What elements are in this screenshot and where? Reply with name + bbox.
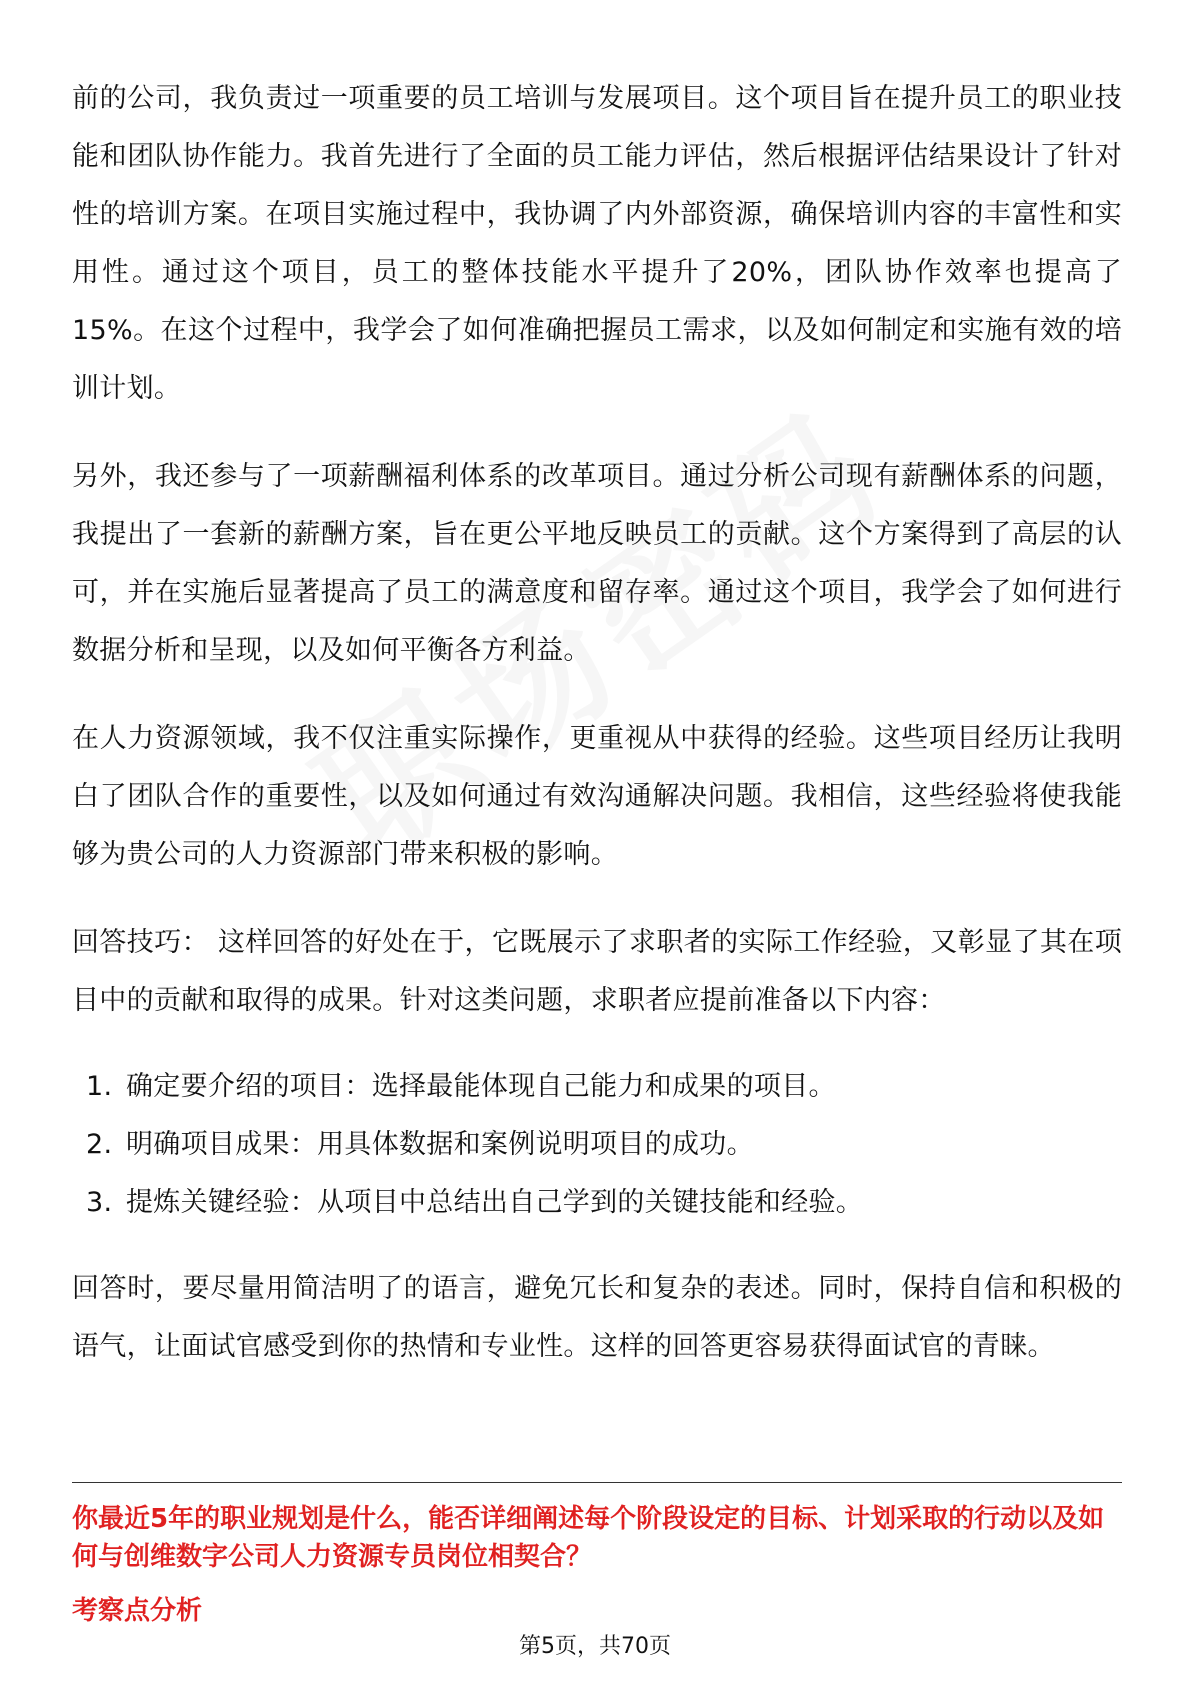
paragraph-answer-tips: 回答技巧： 这样回答的好处在于，它既展示了求职者的实际工作经验，又彰显了其在项目中的贡献和取得的成果。针对这类问题，求职者应提前准备以下内容：: [72, 927, 1122, 1016]
list-item-number: 3.: [86, 1187, 113, 1218]
section-divider: [72, 1482, 1122, 1483]
list-item-number: 1.: [86, 1071, 113, 1102]
body-content: [72, 70, 1122, 1376]
tips-list: [72, 1058, 1122, 1232]
paragraph-training-project: 前的公司，我负责过一项重要的员工培训与发展项目。这个项目旨在提升员工的职业技能和团队协作能力。我首先进行了全面的员工能力评估，然后根据评估结果设计了针对性的培训方案。在项目实施过程中，我协调了内外部资源，确保培训内容的丰富性和实用性。通过这个项目，员工的整体技能水平提升了20%，团队协作效率也提高了15%。在这个过程中，我学会了如何准确把握员工需求，以及如何制定和实施有效的培训计划。: [72, 83, 1122, 404]
page-number: 第5页，共70页: [519, 1634, 671, 1659]
list-item: [72, 1058, 1122, 1116]
list-item-text: 确定要介绍的项目：选择最能体现自己能力和成果的项目。: [126, 1071, 836, 1102]
list-item-number: 2.: [86, 1129, 113, 1160]
question-heading: 你最近5年的职业规划是什么，能否详细阐述每个阶段设定的目标、计划采取的行动以及如何与创维数字公司人力资源专员岗位相契合？: [72, 1504, 1105, 1572]
paragraph-answer-advice: 回答时，要尽量用简洁明了的语言，避免冗长和复杂的表述。同时，保持自信和积极的语气，让面试官感受到你的热情和专业性。这样的回答更容易获得面试官的青睐。: [72, 1273, 1122, 1362]
analysis-heading: 考察点分析: [72, 1596, 203, 1626]
list-item: [72, 1174, 1122, 1232]
paragraph-hr-experience: 在人力资源领域，我不仅注重实际操作，更重视从中获得的经验。这些项目经历让我明白了团队合作的重要性，以及如何通过有效沟通解决问题。我相信，这些经验将使我能够为贵公司的人力资源部门带来积极的影响。: [72, 723, 1122, 870]
list-item-text: 提炼关键经验：从项目中总结出自己学到的关键技能和经验。: [126, 1187, 864, 1218]
list-item-text: 明确项目成果：用具体数据和案例说明项目的成功。: [126, 1129, 754, 1160]
list-item: [72, 1116, 1122, 1174]
paragraph-compensation-project: 另外，我还参与了一项薪酬福利体系的改革项目。通过分析公司现有薪酬体系的问题，我提出了一套新的薪酬方案，旨在更公平地反映员工的贡献。这个方案得到了高层的认可，并在实施后显著提高了员工的满意度和留存率。通过这个项目，我学会了如何进行数据分析和呈现，以及如何平衡各方利益。: [72, 461, 1122, 666]
